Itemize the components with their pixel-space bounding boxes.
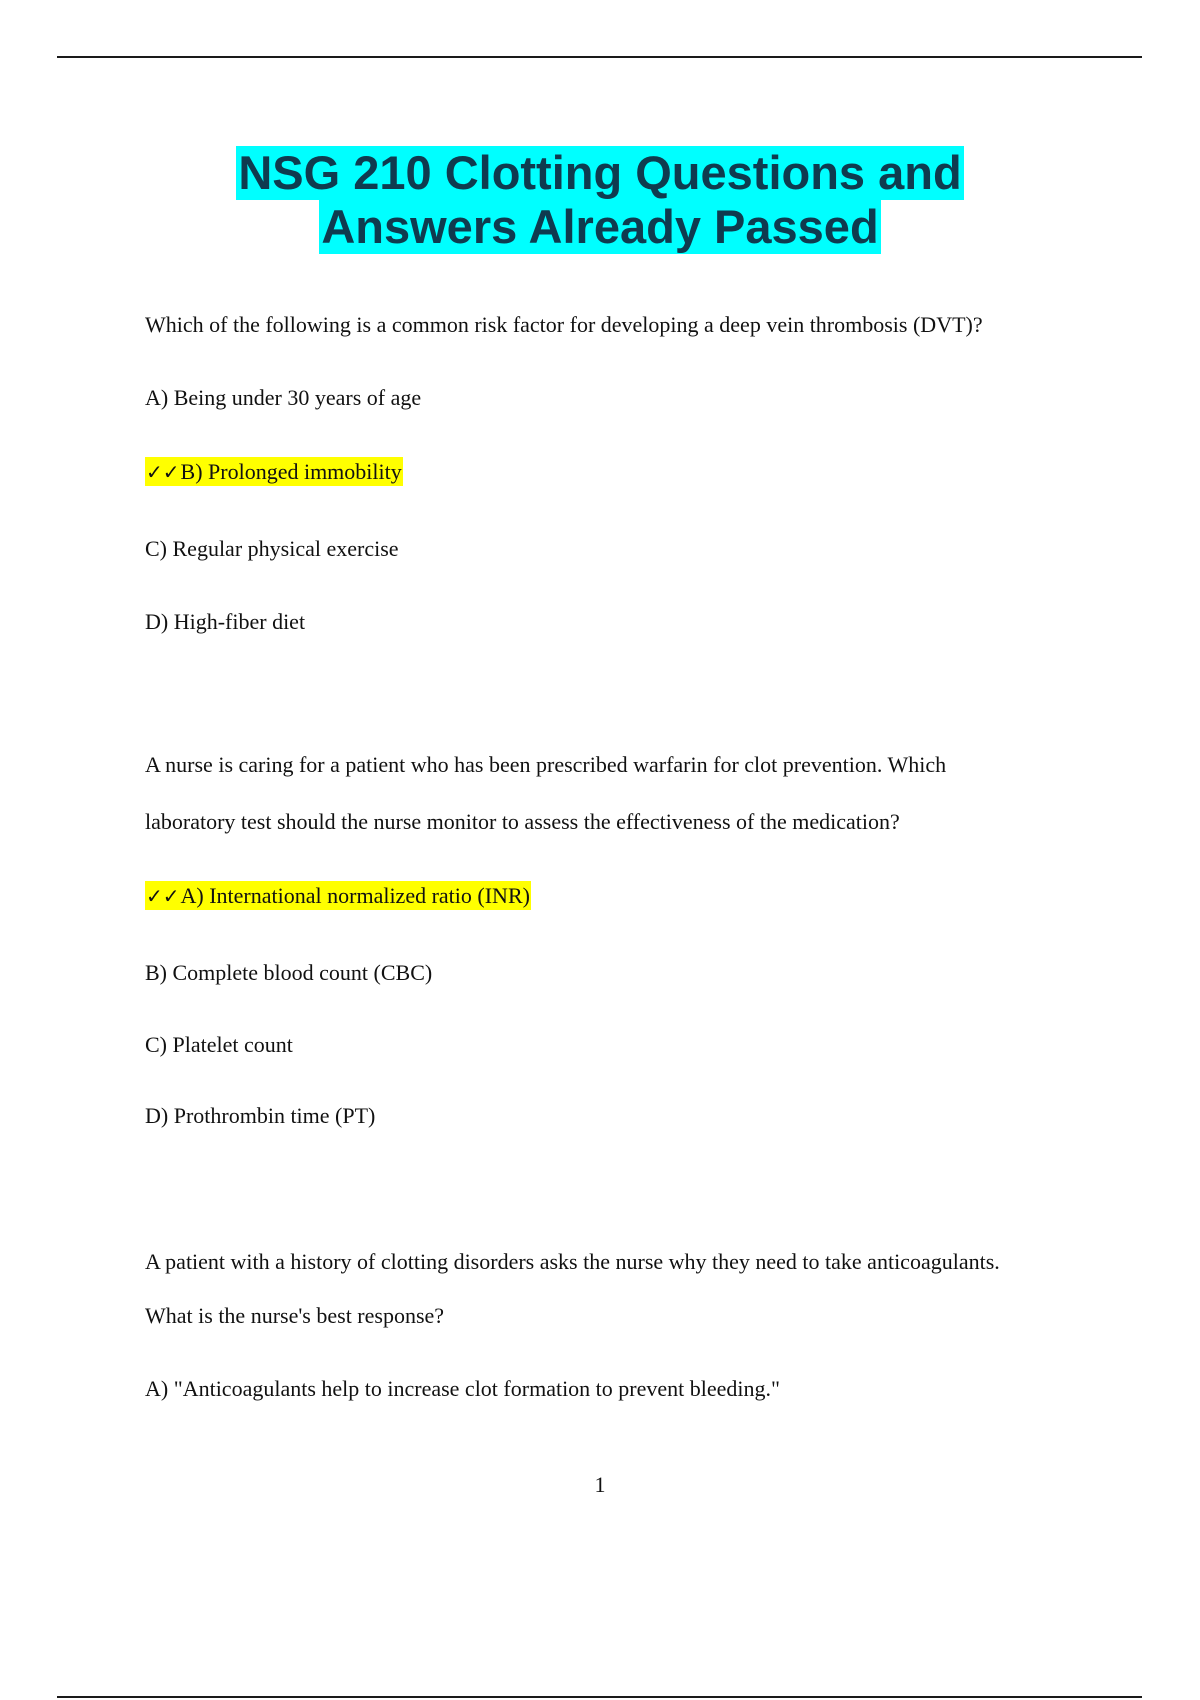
document-title (0, 146, 1200, 254)
answer-highlight (145, 457, 403, 486)
question-1-option-b-correct (145, 459, 403, 485)
question-1-option-a: A) Being under 30 years of age (145, 385, 422, 410)
option-label: B) Prolonged immobility (180, 459, 402, 484)
check-mark-icon: ✓✓ (146, 460, 180, 484)
question-2-stem-line-1: A nurse is caring for a patient who has been prescribed warfarin for clot prevention. Which (145, 752, 947, 777)
title-line-1: NSG 210 Clotting Questions and (238, 146, 962, 199)
title-line-2: Answers Already Passed (321, 200, 879, 253)
check-mark-icon: ✓✓ (146, 884, 180, 908)
header-rule (57, 56, 1142, 58)
question-3-option-a: A) "Anticoagulants help to increase clot formation to prevent bleeding." (145, 1376, 780, 1401)
footer-rule (57, 1696, 1142, 1698)
question-1-option-d: D) High-fiber diet (145, 609, 306, 634)
question-2-option-b: B) Complete blood count (CBC) (145, 960, 433, 985)
question-2-option-a-correct (145, 883, 531, 909)
question-2-option-d: D) Prothrombin time (PT) (145, 1103, 376, 1128)
question-3-stem-line-1: A patient with a history of clotting disorders asks the nurse why they need to take anticoagulants. (145, 1249, 1000, 1274)
question-1-stem: Which of the following is a common risk factor for developing a deep vein thrombosis (DVT)? (145, 312, 983, 337)
answer-highlight (145, 881, 531, 910)
option-label: A) International normalized ratio (INR) (180, 883, 530, 908)
question-2-stem-line-2: laboratory test should the nurse monitor to assess the effectiveness of the medication? (145, 809, 900, 834)
question-2-option-c: C) Platelet count (145, 1032, 293, 1057)
question-1-option-c: C) Regular physical exercise (145, 536, 399, 561)
page-number: 1 (594, 1472, 606, 1497)
question-3-stem-line-2: What is the nurse's best response? (145, 1303, 445, 1328)
